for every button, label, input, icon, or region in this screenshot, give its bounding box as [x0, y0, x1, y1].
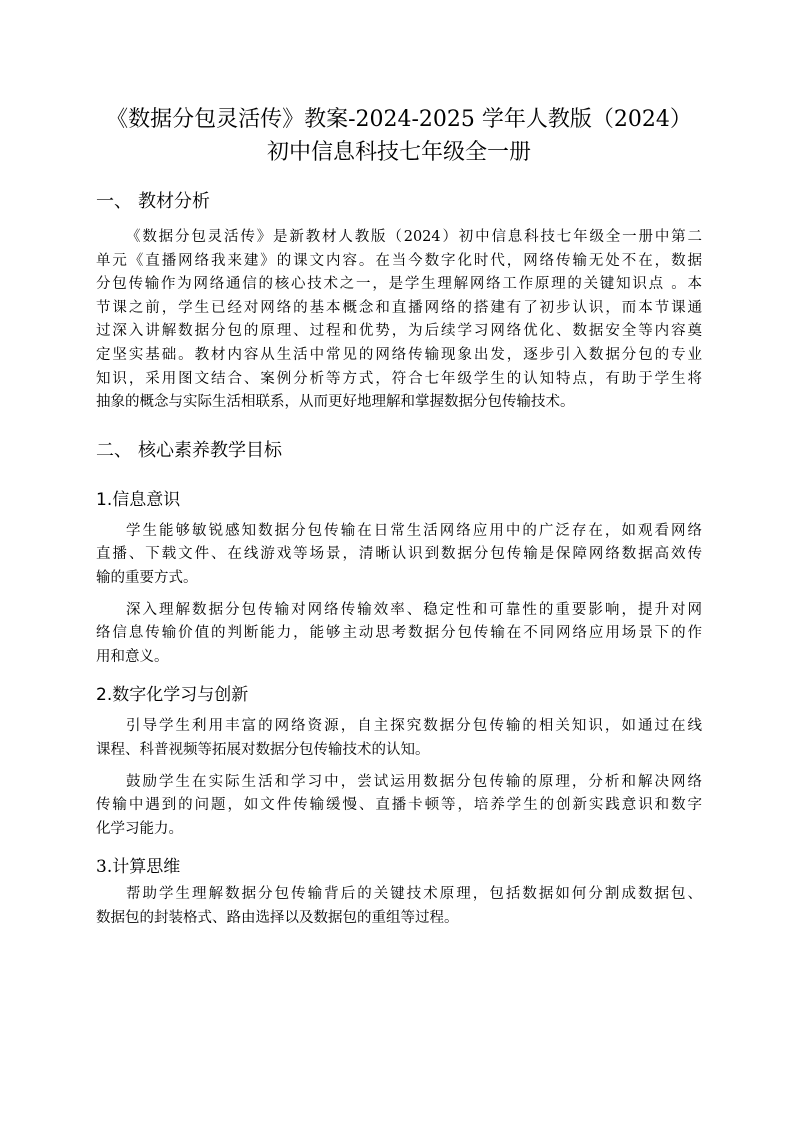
text-line: 定坚实基础。教材内容从生活中常见的网络传输现象出发，逐步引入数据分包的专业: [96, 346, 702, 363]
text-line: 输的重要方式。: [96, 569, 198, 586]
text-line: 直播、下载文件、在线游戏等场景，清晰认识到数据分包传输是保障网络数据高效传: [96, 546, 702, 563]
text-line: 节课之前，学生已经对网络的基本概念和直播网络的搭建有了初步认识，而本节课通: [96, 299, 702, 316]
paragraph: [96, 520, 702, 591]
text-line: 数据包的封装格式、路由选择以及数据包的重组等过程。: [96, 909, 459, 926]
subsection-heading-computational-thinking: 3.计算思维: [96, 857, 181, 878]
text-line: 络信息传输价值的判断能力，能够主动思考数据分包传输在不同网络应用场景下的作: [96, 625, 702, 642]
paragraph: [96, 883, 702, 930]
text-line: 鼓励学生在实际生活和学习中，尝试运用数据分包传输的原理，分析和解决网络: [126, 773, 702, 790]
text-line: 抽象的概念与实际生活相联系，从而更好地理解和掌握数据分包传输技术。: [96, 394, 575, 411]
text-line: 学生能够敏锐感知数据分包传输在日常生活网络应用中的广泛存在，如观看网络: [126, 522, 702, 539]
title-line-2: 初中信息科技七年级全一册: [266, 140, 531, 165]
text-line: 化学习能力。: [96, 820, 183, 837]
subsection-heading-information-awareness: 1.信息意识: [96, 489, 181, 510]
section-heading-text: 核心素养教学目标: [138, 439, 282, 461]
section-heading-core-literacy-goals: [96, 438, 702, 464]
subsection-heading-digital-learning: 2.数字化学习与创新: [96, 685, 249, 706]
text-line: 《数据分包灵活传》是新教材人教版（2024）初中信息科技七年级全一册中第二: [126, 229, 702, 245]
text-line: 用和意义。: [96, 648, 169, 665]
text-line: 课程、科普视频等拓展对数据分包传输技术的认知。: [96, 741, 430, 758]
text-line: 帮助学生理解数据分包传输背后的关键技术原理，包括数据如何分割成数据包、: [126, 886, 702, 903]
text-line: 单元《直播网络我来建》的课文内容。在当今数字化时代，网络传输无处不在，数据: [96, 252, 702, 269]
text-line: 引导学生利用丰富的网络资源，自主探究数据分包传输的相关知识，如通过在线: [126, 718, 702, 735]
section-heading-text: 教材分析: [138, 191, 210, 212]
paragraph: [96, 715, 702, 762]
section-number: 一、: [96, 191, 132, 212]
text-line: 传输中遇到的问题，如文件传输缓慢、直播卡顿等，培养学生的创新实践意识和数字: [96, 797, 702, 814]
text-line: 深入理解数据分包传输对网络传输效率、稳定性和可靠性的重要影响，提升对网: [126, 601, 702, 618]
text-line: 分包传输作为网络通信的核心技术之一，是学生理解网络工作原理的关键知识点 。本: [96, 276, 702, 293]
text-line: 过深入讲解数据分包的原理、过程和优势，为后续学习网络优化、数据安全等内容奠: [96, 323, 702, 340]
section-number: 二、: [96, 439, 132, 461]
text-line: 知识，采用图文结合、案例分析等方式，符合七年级学生的认知特点，有助于学生将: [96, 370, 702, 387]
section-heading-textbook-analysis: [96, 189, 702, 215]
paragraph: [96, 771, 702, 842]
title-line-1: 《数据分包灵活传》教案-2024-2025 学年人教版（2024）: [106, 107, 692, 132]
document-title: [96, 103, 702, 169]
paragraph: [96, 599, 702, 670]
paragraph-textbook-analysis: [96, 226, 702, 415]
